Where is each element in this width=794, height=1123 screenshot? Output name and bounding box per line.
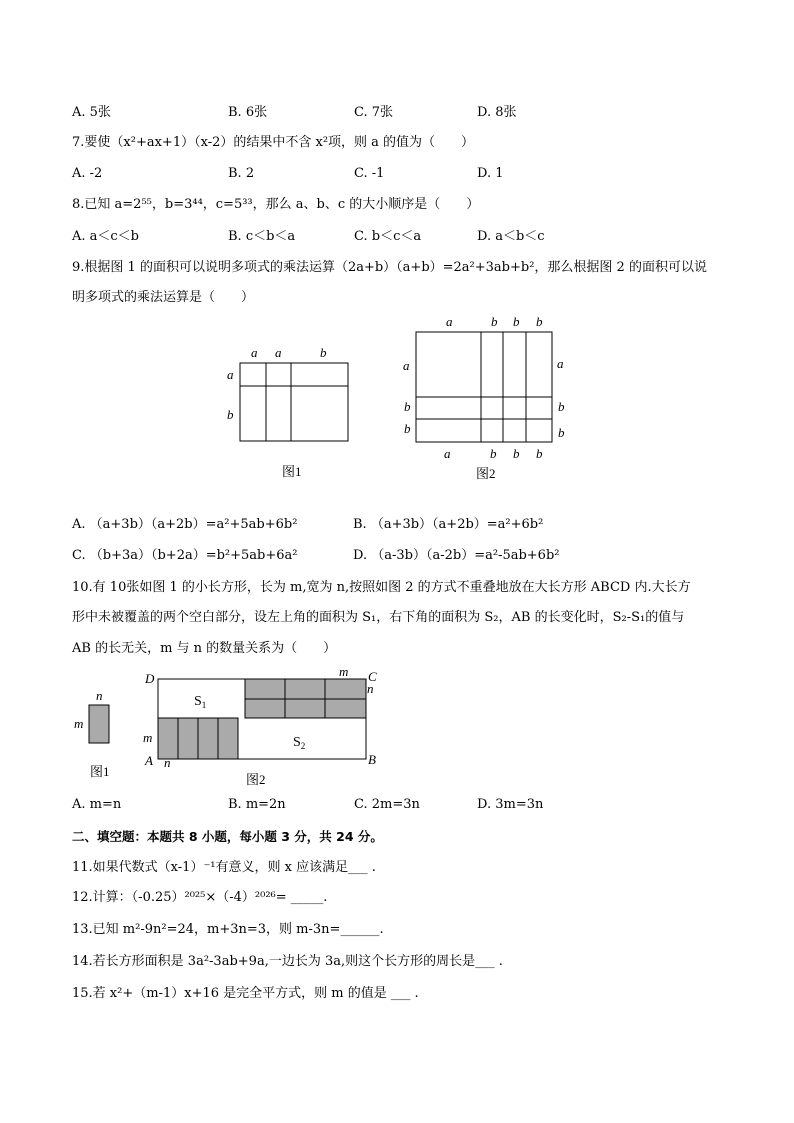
- fig2-bottom-label-2: b: [490, 446, 497, 461]
- q7-option-a: A. -2: [72, 166, 103, 181]
- q7-option-c: C. -1: [354, 166, 385, 181]
- fig2-caption: 图2: [476, 466, 496, 481]
- q10-m-left-label: m: [143, 730, 153, 745]
- fig2-bottom-label-1: a: [444, 446, 451, 461]
- q8-option-a: A. a＜c＜b: [72, 229, 140, 244]
- q9-figure-1: [222, 340, 362, 489]
- q9-option-d: D. （a-3b）（a-2b）=a²-5ab+6b²: [353, 548, 560, 563]
- fig2-bottom-label-3: b: [513, 446, 520, 461]
- fig2-top-label-1: a: [446, 314, 453, 329]
- fig2-top-label-2: b: [491, 314, 498, 329]
- q10-stem-line2: 形中未被覆盖的两个空白部分，设左上角的面积为 S₁，右下角的面积为 S₂，AB 的长变化时，S₂-S₁的值与: [72, 610, 685, 625]
- q8-option-c: C. b＜c＜a: [354, 229, 422, 244]
- section-2-heading: 二、填空题：本题共 8 小题，每小题 3 分，共 24 分。: [72, 829, 383, 844]
- fig1-top-label-3: b: [320, 345, 327, 360]
- q9-stem-line2: 明多项式的乘法运算是（ ）: [72, 290, 255, 305]
- fig2-left-label-1: a: [403, 358, 410, 373]
- fig2-bottom-label-4: b: [536, 446, 543, 461]
- q9-option-b: B. （a+3b）（a+2b）=a²+6b²: [353, 517, 544, 532]
- fig1-caption: 图1: [282, 464, 302, 479]
- fig1-left-label-2: b: [227, 407, 234, 422]
- fig1-top-label-2: a: [275, 345, 282, 360]
- q9-option-c: C. （b+3a）（b+2a）=b²+5ab+6a²: [72, 548, 298, 563]
- q13-text: 13.已知 m²-9n²=24，m+3n=3，则 m-3n=______.: [72, 922, 384, 937]
- q8-stem: 8.已知 a=2⁵⁵，b=3⁴⁴，c=5³³，那么 a、b、c 的大小顺序是（ ）: [72, 197, 480, 212]
- q10-corner-c: C: [368, 669, 377, 684]
- q12-text: 12.计算：（-0.25）²⁰²⁵×（-4）²⁰²⁶= _____.: [72, 890, 328, 905]
- fig2-right-label-1: a: [557, 356, 564, 371]
- q10-option-d: D. 3m=3n: [477, 797, 544, 812]
- fig2-left-label-3: b: [404, 421, 411, 436]
- q9-stem-line1: 9.根据图 1 的面积可以说明多项式的乘法运算（2a+b）（a+b）=2a²+3ab+b²，那么根据图 2 的面积可以说: [72, 260, 707, 275]
- q10-fig2-caption: 图2: [246, 772, 266, 787]
- fig2-top-label-3: b: [513, 314, 520, 329]
- q10-option-b: B. m=2n: [228, 797, 286, 812]
- q10-s2-label: $S_2$: [293, 735, 306, 751]
- q8-option-d: D. a＜b＜c: [477, 229, 545, 244]
- q14-text: 14.若长方形面积是 3a²-3ab+9a,一边长为 3a,则这个长方形的周长是___ .: [72, 954, 503, 969]
- q9-option-a: A. （a+3b）（a+2b）=a²+5ab+6b²: [72, 517, 298, 532]
- q6-option-d: D. 8张: [477, 105, 517, 120]
- fig1-top-label-1: a: [251, 345, 258, 360]
- q10-stem-line1: 10.有 10张如图 1 的小长方形，长为 m,宽为 n,按照如图 2 的方式不重叠地放在大长方形 ABCD 内.大长方: [72, 580, 691, 595]
- q7-option-b: B. 2: [228, 166, 255, 181]
- q6-option-c: C. 7张: [354, 105, 394, 120]
- q6-option-a: A. 5张: [72, 105, 111, 120]
- q9-figure-2: [398, 312, 578, 491]
- q10-n-right-label: n: [367, 681, 374, 696]
- fig2-right-label-3: b: [558, 425, 565, 440]
- fig1-left-label-1: a: [227, 367, 234, 382]
- q15-text: 15.若 x²+（m-1）x+16 是完全平方式，则 m 的值是 ___ .: [72, 986, 419, 1001]
- q10-corner-b: B: [368, 752, 376, 767]
- q10-option-a: A. m=n: [72, 797, 122, 812]
- q10-fig1-n-label: n: [96, 688, 103, 703]
- q10-corner-d: D: [145, 671, 155, 686]
- q7-stem: 7.要使（x²+ax+1）（x-2）的结果中不含 x²项，则 a 的值为（ ）: [72, 135, 475, 150]
- fig2-top-label-4: b: [536, 314, 543, 329]
- q10-option-c: C. 2m=3n: [354, 797, 420, 812]
- q10-n-bottom-label: n: [164, 755, 171, 770]
- q10-corner-a: A: [145, 753, 153, 768]
- q6-option-b: B. 6张: [228, 105, 268, 120]
- q10-fig1-caption: 图1: [90, 764, 110, 779]
- q10-fig1-m-label: m: [74, 716, 84, 731]
- q10-figure-2: [138, 666, 388, 795]
- q10-stem-line3: AB 的长无关，m 与 n 的数量关系为（ ）: [72, 641, 337, 656]
- fig2-left-label-2: b: [404, 399, 411, 414]
- q8-option-b: B. c＜b＜a: [228, 229, 296, 244]
- q11-text: 11.如果代数式（x-1）⁻¹有意义，则 x 应该满足___ .: [72, 860, 376, 875]
- q7-option-d: D. 1: [477, 166, 504, 181]
- fig2-right-label-2: b: [558, 399, 565, 414]
- q10-m-top-label: m: [339, 666, 349, 679]
- q10-s1-label: $S_1$: [194, 694, 207, 710]
- q10-figure-1: [70, 688, 130, 788]
